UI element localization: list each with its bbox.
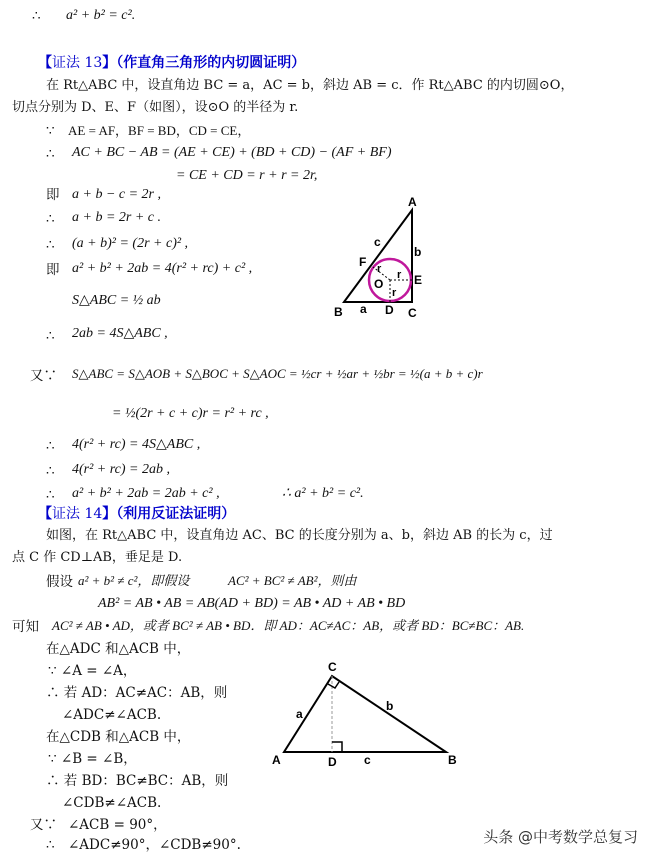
top-conclusion: a² + b² = c². xyxy=(66,8,136,23)
proof13-intro1: 在 Rt△ABC 中，设直角边 BC = a，AC = b，斜边 AB = c．作 Rt△ABC 的内切圆⊙O， xyxy=(46,78,574,93)
ji-label: 即 xyxy=(46,187,60,203)
you-because-label: 又∵ xyxy=(30,817,57,833)
proof13-t1: a + b = 2r + c . xyxy=(72,210,162,225)
triangle-acb xyxy=(284,676,446,752)
kezhi-label: 可知 xyxy=(12,619,39,635)
right-angle-mark-d xyxy=(332,742,342,752)
label-c-vertex: C xyxy=(408,306,417,320)
proof13-because-line: AE = AF，BF = BD，CD = CE， xyxy=(68,123,251,138)
therefore-symbol: ∴ xyxy=(32,8,41,24)
proof13-ji2: a² + b² + 2ab = 4(r² + rc) + c² , xyxy=(72,261,253,276)
proof14-kezhi-rest: AC² ≠ AB • AD，或者 BC² ≠ AB • BD．即 AD：AC≠AC：AB，或者 BD：BC≠BC：AB. xyxy=(52,618,525,633)
label-side-c: c xyxy=(374,235,381,249)
proof14-title: （利用反证法证明） xyxy=(116,506,236,522)
proof14-ang1: ∠ADC≠∠ACB. xyxy=(62,707,162,723)
label-c-vertex: C xyxy=(328,660,337,674)
ji-label: 即 xyxy=(46,262,60,278)
label-b-vertex: B xyxy=(448,753,457,767)
therefore-symbol: ∴ xyxy=(46,463,55,479)
label-o-center: O xyxy=(374,277,384,291)
proof13-bracket-close: 】 xyxy=(102,55,117,71)
proof14-intro2: 点 C 作 CD⊥AB，垂足是 D. xyxy=(12,550,183,565)
proof13-sum-line2: = CE + CD = r + r = 2r, xyxy=(176,168,318,183)
label-r3: r xyxy=(392,287,397,299)
label-b-vertex: B xyxy=(334,305,343,319)
proof13-t6b: ∴ a² + b² = c². xyxy=(282,486,364,501)
label-d-foot: D xyxy=(328,755,337,769)
proof14-bracket-close: 】 xyxy=(102,506,117,522)
label-side-c: c xyxy=(364,753,371,767)
proof13-t4: 4(r² + rc) = 4S△ABC , xyxy=(72,437,201,452)
you-because-label: 又∵ xyxy=(30,368,57,384)
proof14-eq-a: ∵ ∠A = ∠A， xyxy=(48,663,137,679)
right-angle-mark-c xyxy=(328,682,339,688)
assume-label: 假设 xyxy=(46,574,73,590)
therefore-symbol: ∴ xyxy=(46,328,55,344)
proof14-tri1: 在△ADC 和△ACB 中， xyxy=(46,641,191,657)
therefore-symbol: ∴ xyxy=(46,487,55,503)
watermark: 头条 @中考数学总复习 xyxy=(483,828,638,846)
therefore-symbol: ∴ xyxy=(46,237,55,253)
label-a-vertex: A xyxy=(272,753,281,767)
label-e-point: E xyxy=(414,273,423,287)
proof13-you-line2: = ½(2r + c + c)r = r² + rc , xyxy=(112,406,269,421)
label-side-a: a xyxy=(360,302,367,316)
proof13-you-line: S△ABC = S△AOB + S△BOC + S△AOC = ½cr + ½ar + ½br = ½(a + b + c)r xyxy=(72,366,483,381)
proof13-label: 证法 13 xyxy=(52,55,103,71)
assume-ineq2: AC² + BC² ≠ AB²，则由 xyxy=(228,573,357,588)
proof13-area: S△ABC = ½ ab xyxy=(72,293,161,308)
therefore-symbol: ∴ xyxy=(46,211,55,227)
label-side-b: b xyxy=(386,699,394,713)
label-side-a: a xyxy=(296,707,303,721)
incircle-triangle-figure xyxy=(330,192,440,322)
label-d-point: D xyxy=(385,303,394,317)
therefore-symbol: ∴ xyxy=(46,146,55,162)
altitude-triangle-figure xyxy=(268,658,468,776)
assume-ineq: a² + b² ≠ c²，即假设 xyxy=(78,573,190,588)
therefore-symbol: ∴ xyxy=(46,837,55,853)
proof14-acb: ∠ACB = 90°， xyxy=(68,817,167,833)
proof14-tri2: 在△CDB 和△ACB 中， xyxy=(46,729,191,745)
proof14-if2: ∴ 若 BD：BC≠BC：AB，则 xyxy=(46,773,229,789)
proof14-last: ∠ADC≠90°，∠CDB≠90°. xyxy=(68,837,241,853)
label-f-point: F xyxy=(359,255,367,269)
proof13-header xyxy=(38,54,305,72)
proof13-ji1: a + b − c = 2r , xyxy=(72,187,162,202)
because-symbol: ∵ xyxy=(46,123,55,139)
label-a-vertex: A xyxy=(408,195,417,209)
proof13-t3: 2ab = 4S△ABC , xyxy=(72,326,168,341)
proof13-t5: 4(r² + rc) = 2ab , xyxy=(72,462,171,477)
proof14-bracket-open: 【 xyxy=(38,506,52,522)
proof14-if1: ∴ 若 AD：AC≠AC：AB，则 xyxy=(46,685,228,701)
proof14-label: 证法 14 xyxy=(52,506,103,522)
proof14-header xyxy=(38,505,235,523)
proof13-bracket-open: 【 xyxy=(38,55,52,71)
therefore-symbol: ∴ xyxy=(46,438,55,454)
proof13-t6: a² + b² + 2ab = 2ab + c² , xyxy=(72,486,220,501)
proof14-ab-expansion: AB² = AB • AB = AB(AD + BD) = AB • AD + AB • BD xyxy=(98,596,406,611)
proof14-intro1: 如图，在 Rt△ABC 中，设直角边 AC、BC 的长度分别为 a、b，斜边 AB 的长为 c，过 xyxy=(46,528,553,543)
proof14-ang2: ∠CDB≠∠ACB. xyxy=(62,795,162,811)
proof13-intro2: 切点分别为 D、E、F（如图），设⊙O 的半径为 r. xyxy=(12,100,299,115)
proof13-title: （作直角三角形的内切圆证明） xyxy=(116,55,306,71)
proof14-eq-b: ∵ ∠B = ∠B， xyxy=(48,751,137,767)
label-r2: r xyxy=(397,269,402,281)
label-side-b: b xyxy=(414,245,422,259)
proof13-t2: (a + b)² = (2r + c)² , xyxy=(72,236,189,251)
label-r1: r xyxy=(377,263,382,275)
proof13-sum-line: AC + BC − AB = (AE + CE) + (BD + CD) − (AF + BF) xyxy=(72,145,392,160)
